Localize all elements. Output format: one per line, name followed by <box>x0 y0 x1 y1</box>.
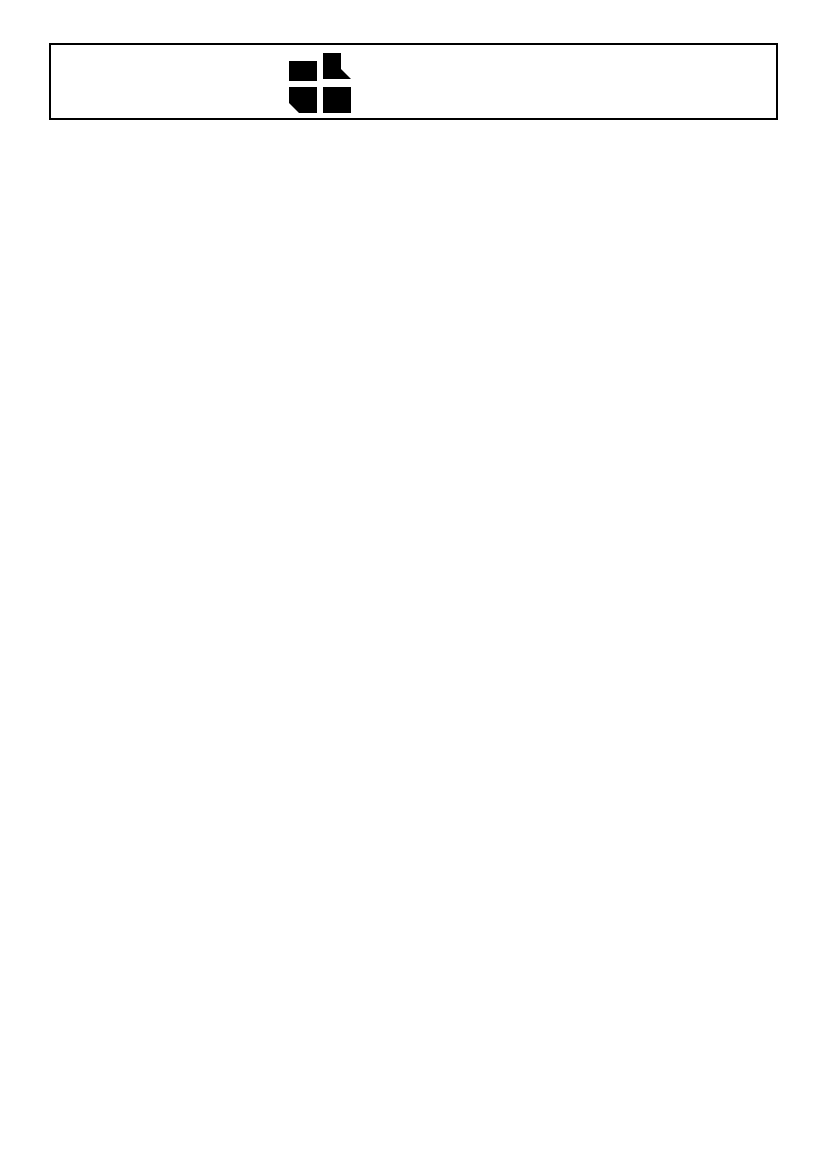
header-box <box>49 43 778 120</box>
cross-logo-icon <box>289 51 359 115</box>
parish-logo <box>289 51 539 115</box>
